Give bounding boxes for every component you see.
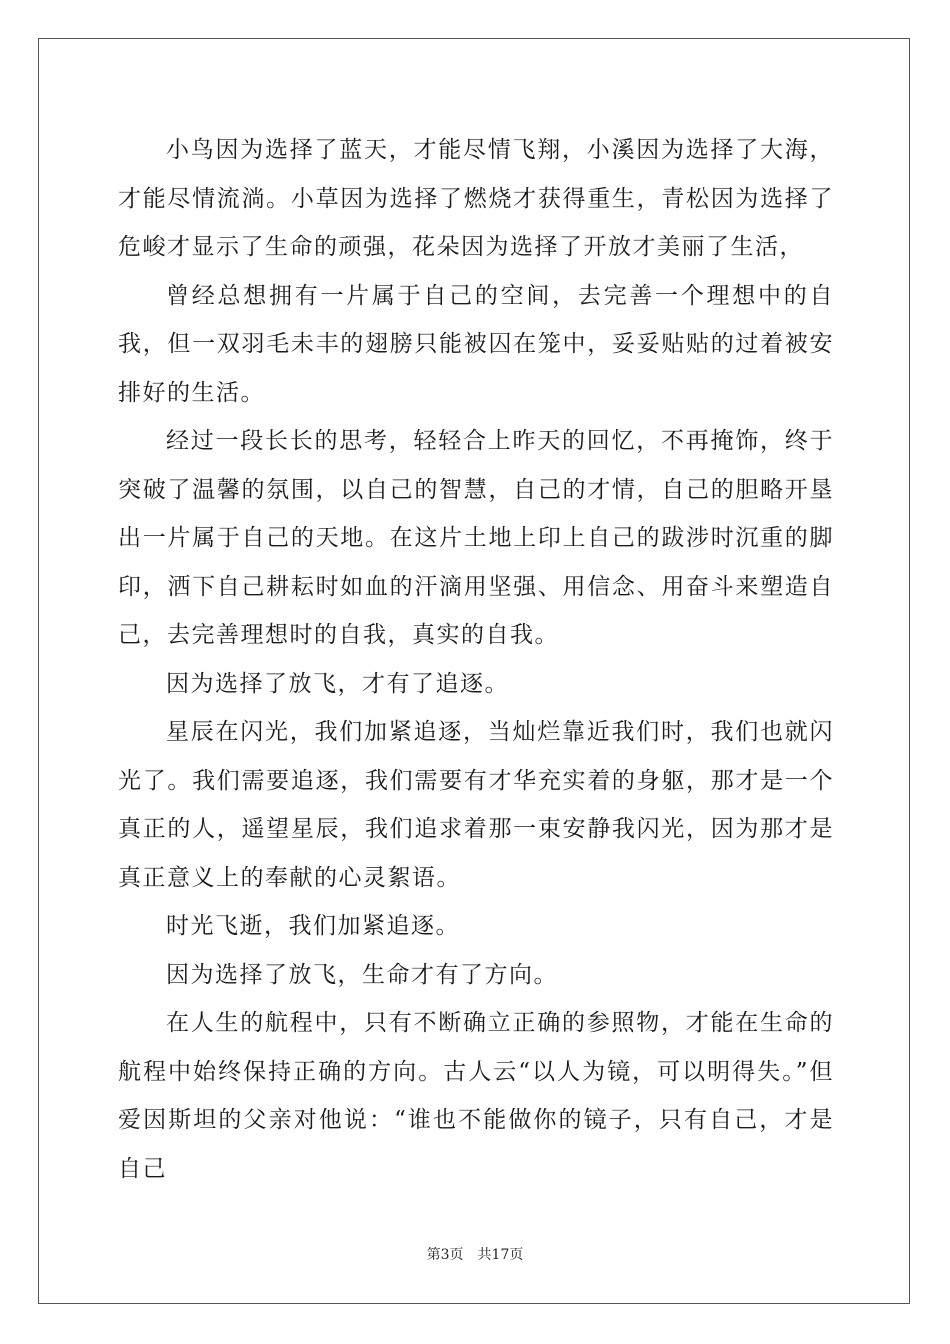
paragraph: 经过一段长长的思考，轻轻合上昨天的回忆，不再掩饰，终于突破了温馨的氛围，以自己的智慧，自己的才情，自己的胆略开垦出一片属于自己的天地。在这片土地上印上自己的跋涉时沉重的脚印，洒下自己耕耘时如血的汗滴用坚强、用信念、用奋斗来塑造自己，去完善理想时的自我，真实的自我。 [118, 428, 834, 648]
paragraph: 因为选择了放飞，生命才有了方向。 [166, 961, 558, 988]
paragraph: 曾经总想拥有一片属于自己的空间，去完善一个理想中的自我，但一双羽毛未丰的翅膀只能被囚在笼中，妥妥贴贴的过着被安排好的生活。 [118, 282, 834, 406]
page-footer [0, 1244, 950, 1264]
paragraph: 时光飞逝，我们加紧追逐。 [166, 913, 460, 939]
document-body [118, 126, 834, 1193]
paragraph: 星辰在闪光，我们加紧追逐，当灿烂靠近我们时，我们也就闪光了。我们需要追逐，我们需要有才华充实着的身躯，那才是一个真正的人，遥望星辰，我们追求着那一束安静我闪光，因为那才是真正意义上的奉献的心灵絮语。 [118, 719, 834, 891]
page-total: 共17页 [477, 1247, 524, 1263]
paragraph: 小鸟因为选择了蓝天，才能尽情飞翔，小溪因为选择了大海，才能尽情流淌。小草因为选择了燃烧才获得重生，青松因为选择了危峻才显示了生命的顽强，花朵因为选择了开放才美丽了生活， [118, 137, 834, 260]
paragraph: 在人生的航程中，只有不断确立正确的参照物，才能在生命的航程中始终保持正确的方向。古人云“以人为镜，可以明得失。”但爱因斯坦的父亲对他说：“谁也不能做你的镜子，只有自己，才是自己 [118, 1010, 834, 1182]
page-number: 第3页 [426, 1247, 464, 1263]
paragraph: 因为选择了放飞，才有了追逐。 [166, 670, 509, 697]
